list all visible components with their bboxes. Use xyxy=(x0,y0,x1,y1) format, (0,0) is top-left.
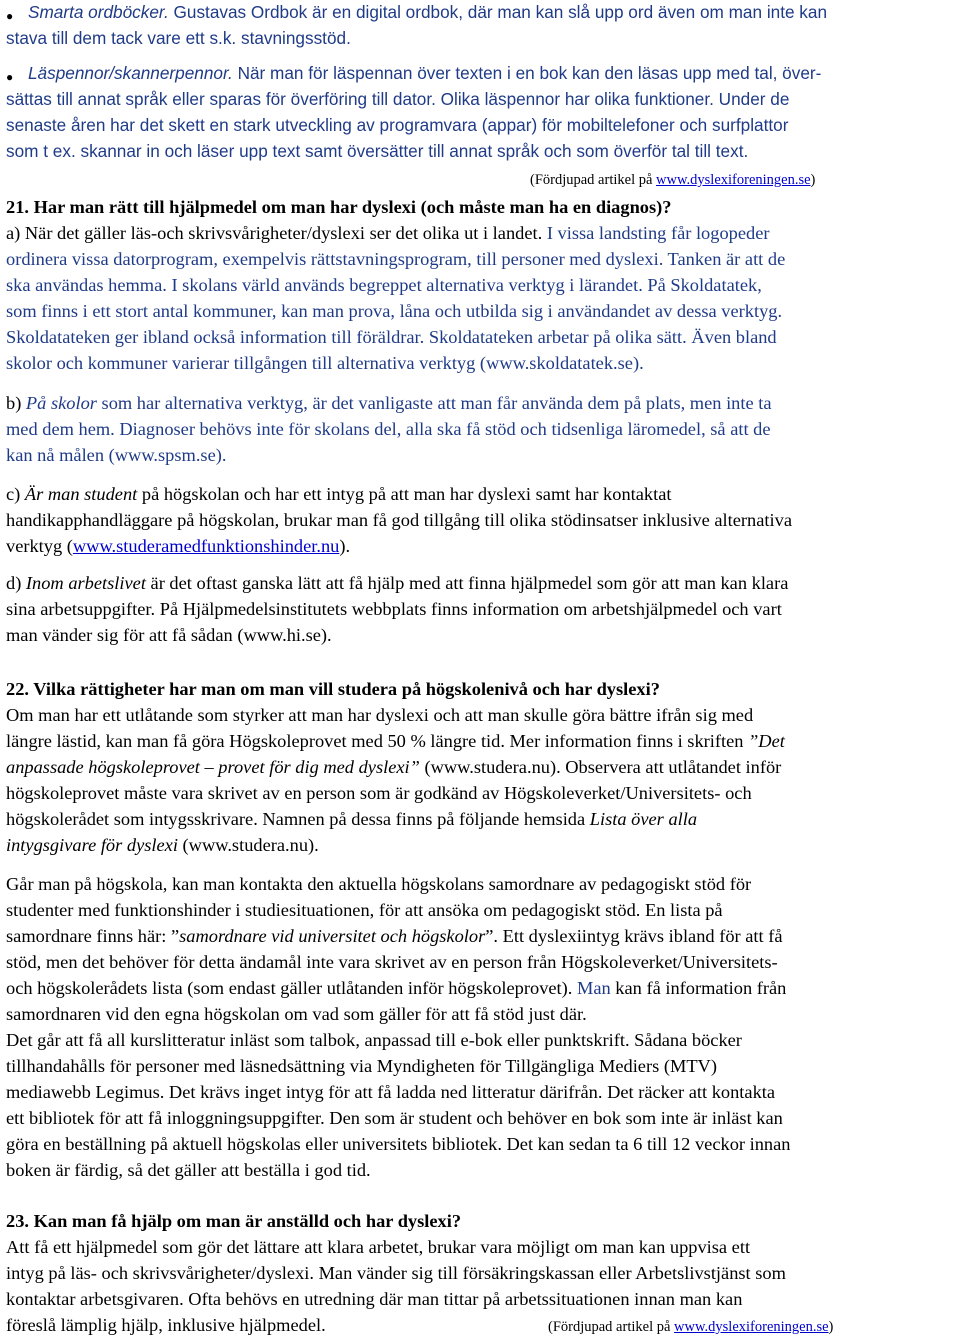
paragraph-22b-line: Går man på högskola, kan man kontakta den aktuella högskolans samordnare av pedagogiskt stöd för xyxy=(6,874,752,894)
bullet-item-laspennor xyxy=(28,61,821,87)
heading-21: 21. Har man rätt till hjälpmedel om man har dyslexi (och måste man ha en diagnos)? xyxy=(6,197,672,217)
bullet-text: senaste åren har det skett en stark utveckling av programvara (appar) för mobiltelefoner och surfplattor xyxy=(6,115,789,135)
studeramedfunktionshinder-link[interactable]: www.studeramedfunktionshinder.nu xyxy=(72,536,340,556)
paragraph-22c-line: Det går att få all kurslitteratur inläst som talbok, anpassad till e-bok eller punktskrift. Sådana böcker xyxy=(6,1030,742,1050)
paragraph-22-line: anpassade högskoleprovet – provet för dig med dyslexi” (www.studera.nu). Observera att utlåtandet inför xyxy=(6,757,782,777)
paragraph-23-line: Att få ett hjälpmedel som gör det lättare att klara arbetet, brukar vara möjligt om man kan uppvisa ett xyxy=(6,1237,751,1257)
bullet-text: stava till dem tack vare ett s.k. stavningsstöd. xyxy=(6,28,351,48)
paragraph-22c-line: boken är färdig, så det gäller att beställa i god tid. xyxy=(6,1160,371,1180)
paragraph-22-line: intygsgivare för dyslexi (www.studera.nu). xyxy=(6,835,319,855)
bullet-text: Gustavas Ordbok är en digital ordbok, där man kan slå upp ord även om man inte kan xyxy=(168,2,828,22)
paragraph-21d-line: sina arbetsuppgifter. På Hjälpmedelsinstitutets webbplats finns information om arbetshjälpmedel och vart xyxy=(6,599,782,619)
paragraph-23-line: intyg på läs- och skrivsvårigheter/dyslexi. Man vänder sig till försäkringskassan eller Arbetslivstjänst som xyxy=(6,1263,786,1283)
paragraph-21a-line: som finns i ett stort antal kommuner, kan man prova, låna och utbilda sig i användandet av dessa verktyg. xyxy=(6,301,783,321)
dyslexiforeningen-link[interactable]: www.dyslexiforeningen.se xyxy=(656,172,811,188)
paragraph-21b-line: b) På skolor som har alternativa verktyg, är det vanligaste att man får använda dem på plats, men inte ta xyxy=(6,393,772,413)
paragraph-22-line: högskoleprovet måste vara skrivet av en person som är godkänd av Högskoleverket/Universitets- och xyxy=(6,783,752,803)
paragraph-22-line: längre lästid, kan man få göra Högskoleprovet med 50 % längre tid. Mer information finns i skriften ”Det xyxy=(6,731,785,751)
paragraph-21b-line: med dem hem. Diagnoser behövs inte för skolans del, alla ska få stöd och tidsenliga läromedel, så att de xyxy=(6,419,771,439)
paragraph-21a-line: a) När det gäller läs-och skrivsvårigheter/dyslexi ser det olika ut i landet. I vissa landsting får logopeder xyxy=(6,223,770,243)
paragraph-22b-line: stöd, men det behöver för detta ändamål inte vara skrivet av en person från Högskoleverket/Universitets- xyxy=(6,952,778,972)
paragraph-22b-line: samordnaren vid den egna högskolan om vad som gäller för att få stöd just där. xyxy=(6,1004,587,1024)
bullet-text: När man för läspennan över texten i en bok kan den läsas upp med tal, över- xyxy=(232,63,822,83)
bullet-text: sättas till annat språk eller sparas för överföring till dator. Olika läspennor har olika funktioner. Under de xyxy=(6,89,790,109)
paragraph-21a-line: ordinera vissa datorprogram, exempelvis rättstavningsprogram, till personer med dyslexi. Tanken är att de xyxy=(6,249,786,269)
bullet-term: Läspennor/skannerpennor. xyxy=(28,63,233,83)
paragraph-22-line: Om man har ett utlåtande som styrker att man har dyslexi och att man skulle göra bättre ifrån sig med xyxy=(6,705,754,725)
heading-22: 22. Vilka rättigheter har man om man vill studera på högskolenivå och har dyslexi? xyxy=(6,679,660,699)
paragraph-22-line: högskolerådet som intygsskrivare. Namnen på dessa finns på följande hemsida Lista över alla xyxy=(6,809,698,829)
bullet-dot: ● xyxy=(6,9,14,23)
paragraph-22c-line: mediawebb Legimus. Det krävs inget intyg för att få ladda ned litteratur därifrån. Det räcker att kontakta xyxy=(6,1082,776,1102)
paragraph-22c-line: göra en beställning på aktuell högskolas eller universitets bibliotek. Det kan sedan ta 6 till 12 veckor innan xyxy=(6,1134,791,1154)
paragraph-23-line: kontaktar arbetsgivaren. Ofta behövs en utredning där man tittar på arbetssituationen innan man kan xyxy=(6,1289,743,1309)
paragraph-21a-line: ska användas hemma. I skolans värld används begreppet alternativa verktyg i lärandet. På Skoldatatek, xyxy=(6,275,762,295)
bullet-term: Smarta ordböcker. xyxy=(28,2,169,22)
further-reading-note: (Fördjupad artikel på www.dyslexiforeningen.se) xyxy=(530,172,816,188)
bullet-text: som t ex. skannar in och läser upp text samt översätter till annat språk och som överför tal till text. xyxy=(6,141,749,161)
paragraph-22b-line: studenter med funktionshinder i studiesituationen, för att ansöka om pedagogiskt stöd. En lista på xyxy=(6,900,723,920)
paragraph-21c-line: verktyg (www.studeramedfunktionshinder.nu). xyxy=(6,536,351,556)
paragraph-21a-line: Skoldatateken ger ibland också information till föräldrar. Skoldatateken arbetar på olika sätt. Även bland xyxy=(6,327,777,347)
paragraph-23-line: föreslå lämplig hjälp, inklusive hjälpmedel. xyxy=(6,1315,326,1335)
paragraph-21a-line: skolor och kommuner varierar tillgången till alternativa verktyg (www.skoldatatek.se). xyxy=(6,353,644,373)
heading-23: 23. Kan man få hjälp om man är anställd och har dyslexi? xyxy=(6,1211,462,1231)
paragraph-21d-line: d) Inom arbetslivet är det oftast ganska lätt att få hjälp med att finna hjälpmedel som gör att man kan klara xyxy=(6,573,789,593)
paragraph-22b-line: och högskolerådets lista (som endast gäller utlåtanden inför högskoleprovet). Man kan få information från xyxy=(6,978,787,998)
paragraph-21c-line: c) Är man student på högskolan och har ett intyg på att man har dyslexi samt har kontaktat xyxy=(6,484,672,504)
further-reading-note: (Fördjupad artikel på www.dyslexiforeningen.se) xyxy=(548,1319,834,1335)
paragraph-21b-line: kan nå målen (www.spsm.se). xyxy=(6,445,227,465)
paragraph-21c-line: handikapphandläggare på högskolan, brukar man få god tillgång till olika stödinsatser inklusive alternativa xyxy=(6,510,792,530)
bullet-dot: ● xyxy=(6,70,14,84)
bullet-item-smarta xyxy=(28,0,827,26)
paragraph-22c-line: ett bibliotek för att få inloggningsuppgifter. Den som är student och behöver en bok som inte är inläst kan xyxy=(6,1108,783,1128)
dyslexiforeningen-link[interactable]: www.dyslexiforeningen.se xyxy=(674,1319,829,1335)
paragraph-22b-line: samordnare finns här: ”samordnare vid universitet och högskolor”. Ett dyslexiintyg krävs ibland för att få xyxy=(6,926,783,946)
paragraph-22c-line: tillhandahålls för personer med läsnedsättning via Myndigheten för Tillgängliga Mediers (MTV) xyxy=(6,1056,717,1076)
paragraph-21d-line: man vänder sig för att få sådan (www.hi.se). xyxy=(6,625,332,645)
